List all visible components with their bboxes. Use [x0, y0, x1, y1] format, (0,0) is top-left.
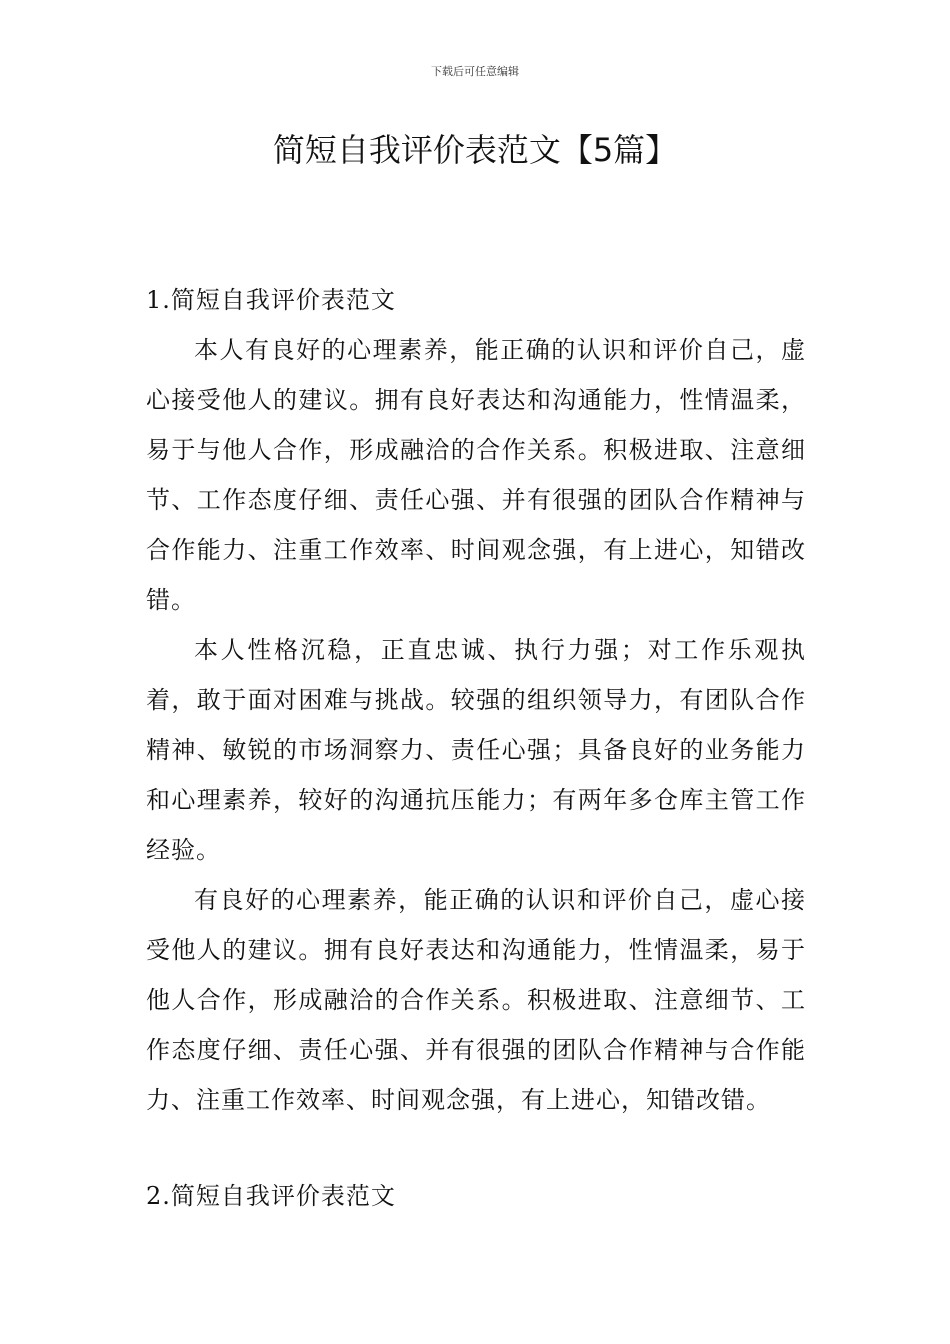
section-2 — [146, 1171, 806, 1221]
section-heading: 1.简短自我评价表范文 — [146, 286, 396, 314]
paragraph: 本人性格沉稳，正直忠诚、执行力强；对工作乐观执着，敢于面对困难与挑战。较强的组织领导力，有团队合作精神、敏锐的市场洞察力、责任心强；具备良好的业务能力和心理素养，较好的沟通抗压能力；有两年多仓库主管工作经验。 — [146, 636, 806, 864]
paragraph: 有良好的心理素养，能正确的认识和评价自己，虚心接受他人的建议。拥有良好表达和沟通能力，性情温柔，易于他人合作，形成融洽的合作关系。积极进取、注意细节、工作态度仔细、责任心强、并有很强的团队合作精神与合作能力、注重工作效率、时间观念强，有上进心，知错改错。 — [146, 886, 806, 1114]
header-note: 下载后可任意编辑 — [431, 65, 519, 78]
document-title: 简短自我评价表范文【5篇】 — [272, 131, 678, 169]
section-heading: 2.简短自我评价表范文 — [146, 1182, 396, 1210]
section-1 — [146, 275, 806, 1125]
paragraph: 本人有良好的心理素养，能正确的认识和评价自己，虚心接受他人的建议。拥有良好表达和沟通能力，性情温柔，易于与他人合作，形成融洽的合作关系。积极进取、注意细节、工作态度仔细、责任心强、并有很强的团队合作精神与合作能力、注重工作效率、时间观念强，有上进心，知错改错。 — [146, 336, 806, 614]
